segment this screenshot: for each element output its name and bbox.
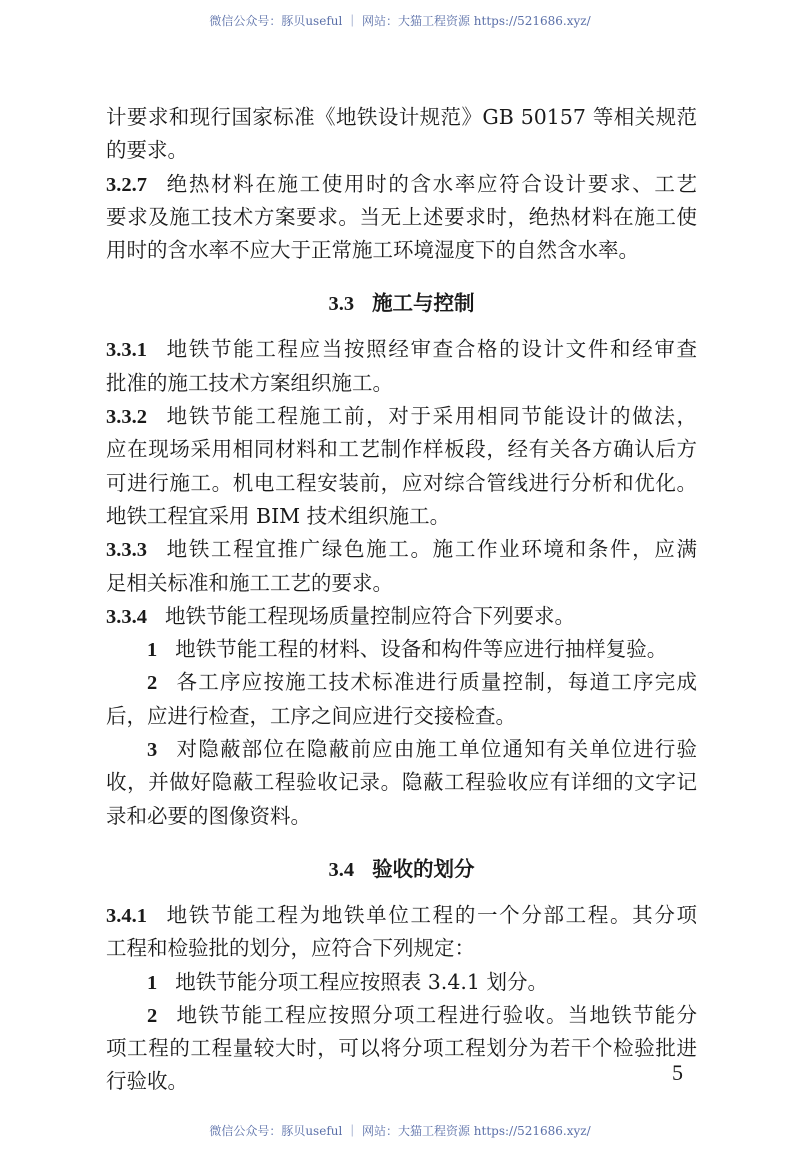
clause-number: 3.2.7 [106, 173, 147, 196]
line-text: 要求及施工技术方案要求。当无上述要求时，绝热材料在施工使 [106, 204, 697, 229]
clause-paragraph [106, 999, 697, 1099]
text-line [106, 633, 697, 666]
line-text: 项工程的工程量较大时，可以将分项工程划分为若干个检验批进 [106, 1036, 697, 1061]
clause-paragraph [106, 966, 697, 999]
line-text: 计要求和现行国家标准《地铁设计规范》GB 50157 等相关规范 [106, 105, 697, 129]
line-text: 地铁节能工程应按照分项工程进行验收。当地铁节能分 [175, 1002, 697, 1027]
clause-number: 1 [147, 639, 158, 662]
clause-number: 2 [147, 672, 158, 695]
line-text: 批准的施工技术方案组织施工。 [106, 370, 393, 395]
section-title: 施工与控制 [372, 291, 475, 316]
text-line [106, 467, 697, 500]
clause-number: 1 [147, 971, 158, 994]
text-line [106, 932, 697, 965]
document-body [106, 101, 697, 1099]
page-number: 5 [672, 1060, 683, 1085]
line-text: 行验收。 [106, 1069, 188, 1094]
clause-number: 3.4.1 [106, 904, 147, 927]
line-text: 足相关标准和施工工艺的要求。 [106, 570, 393, 595]
text-line [106, 500, 697, 533]
clause-number: 2 [147, 1004, 158, 1027]
line-text: 工程和检验批的划分，应符合下列规定： [106, 936, 475, 961]
section-number: 3.4 [328, 858, 355, 881]
clause-number: 3.3.1 [106, 339, 147, 362]
clause-number: 3.3.3 [106, 539, 147, 562]
text-line [106, 600, 697, 633]
line-text: 的要求。 [106, 138, 188, 163]
watermark-footer: 微信公众号：豚贝useful ｜ 网站：大猫工程资源 https://521686.xyz/ [209, 1124, 591, 1138]
line-text: 地铁节能分项工程应按照表 3.4.1 划分。 [175, 969, 548, 994]
line-text: 地铁节能工程施工前，对于采用相同节能设计的做法， [165, 404, 697, 429]
clause-paragraph [106, 899, 697, 966]
line-text: 用时的含水率不应大于正常施工环境湿度下的自然含水率。 [106, 238, 639, 263]
clause-paragraph [106, 666, 697, 733]
text-line [106, 400, 697, 433]
text-line [106, 1032, 697, 1065]
clause-paragraph [106, 733, 697, 833]
clause-number: 3.3.4 [106, 605, 147, 628]
section-heading [106, 273, 697, 333]
text-line [106, 666, 697, 699]
text-line [106, 766, 697, 799]
clause-paragraph [106, 400, 697, 533]
line-text: 应在现场采用相同材料和工艺制作样板段，经有关各方确认后方 [106, 437, 697, 462]
text-line [106, 1065, 697, 1098]
line-text: 录和必要的图像资料。 [106, 803, 311, 828]
line-text: 对隐蔽部位在隐蔽前应由施工单位通知有关单位进行验 [175, 737, 697, 762]
clause-paragraph [106, 333, 697, 400]
line-text: 地铁节能工程的材料、设备和构件等应进行抽样复验。 [175, 637, 668, 662]
text-line [106, 101, 697, 134]
line-text: 各工序应按施工技术标准进行质量控制，每道工序完成 [175, 670, 697, 695]
text-line [106, 333, 697, 366]
section-number: 3.3 [328, 293, 355, 316]
clause-paragraph [106, 633, 697, 666]
text-line [106, 567, 697, 600]
clause-paragraph [106, 168, 697, 268]
line-text: 收，并做好隐蔽工程验收记录。隐蔽工程验收应有详细的文字记 [106, 770, 697, 795]
text-line [106, 234, 697, 267]
clause-paragraph [106, 533, 697, 600]
text-line [106, 433, 697, 466]
line-text: 可进行施工。机电工程安装前，应对综合管线进行分析和优化。 [106, 470, 697, 495]
text-line [106, 201, 697, 234]
clause-number: 3 [147, 739, 158, 762]
text-line [106, 367, 697, 400]
line-text: 地铁节能工程为地铁单位工程的一个分部工程。其分项 [165, 902, 697, 927]
text-line [106, 999, 697, 1032]
text-line [106, 168, 697, 201]
clause-paragraph [106, 101, 697, 168]
line-text: 地铁节能工程应当按照经审查合格的设计文件和经审查 [165, 337, 697, 362]
text-line [106, 134, 697, 167]
line-text: 绝热材料在施工使用时的含水率应符合设计要求、工艺 [165, 171, 697, 196]
line-text: 地铁工程宜采用 BIM 技术组织施工。 [106, 503, 451, 528]
watermark-header: 微信公众号：豚贝useful ｜ 网站：大猫工程资源 https://521686.xyz/ [209, 14, 591, 28]
line-text: 后，应进行检查，工序之间应进行交接检查。 [106, 703, 516, 728]
clause-number: 3.3.2 [106, 406, 147, 429]
text-line [106, 899, 697, 932]
text-line [106, 966, 697, 999]
text-line [106, 733, 697, 766]
line-text: 地铁节能工程现场质量控制应符合下列要求。 [165, 603, 575, 628]
section-title: 验收的划分 [372, 856, 475, 881]
text-line [106, 800, 697, 833]
text-line [106, 700, 697, 733]
line-text: 地铁工程宜推广绿色施工。施工作业环境和条件，应满 [165, 537, 697, 562]
clause-paragraph [106, 600, 697, 633]
text-line [106, 533, 697, 566]
section-heading [106, 839, 697, 899]
